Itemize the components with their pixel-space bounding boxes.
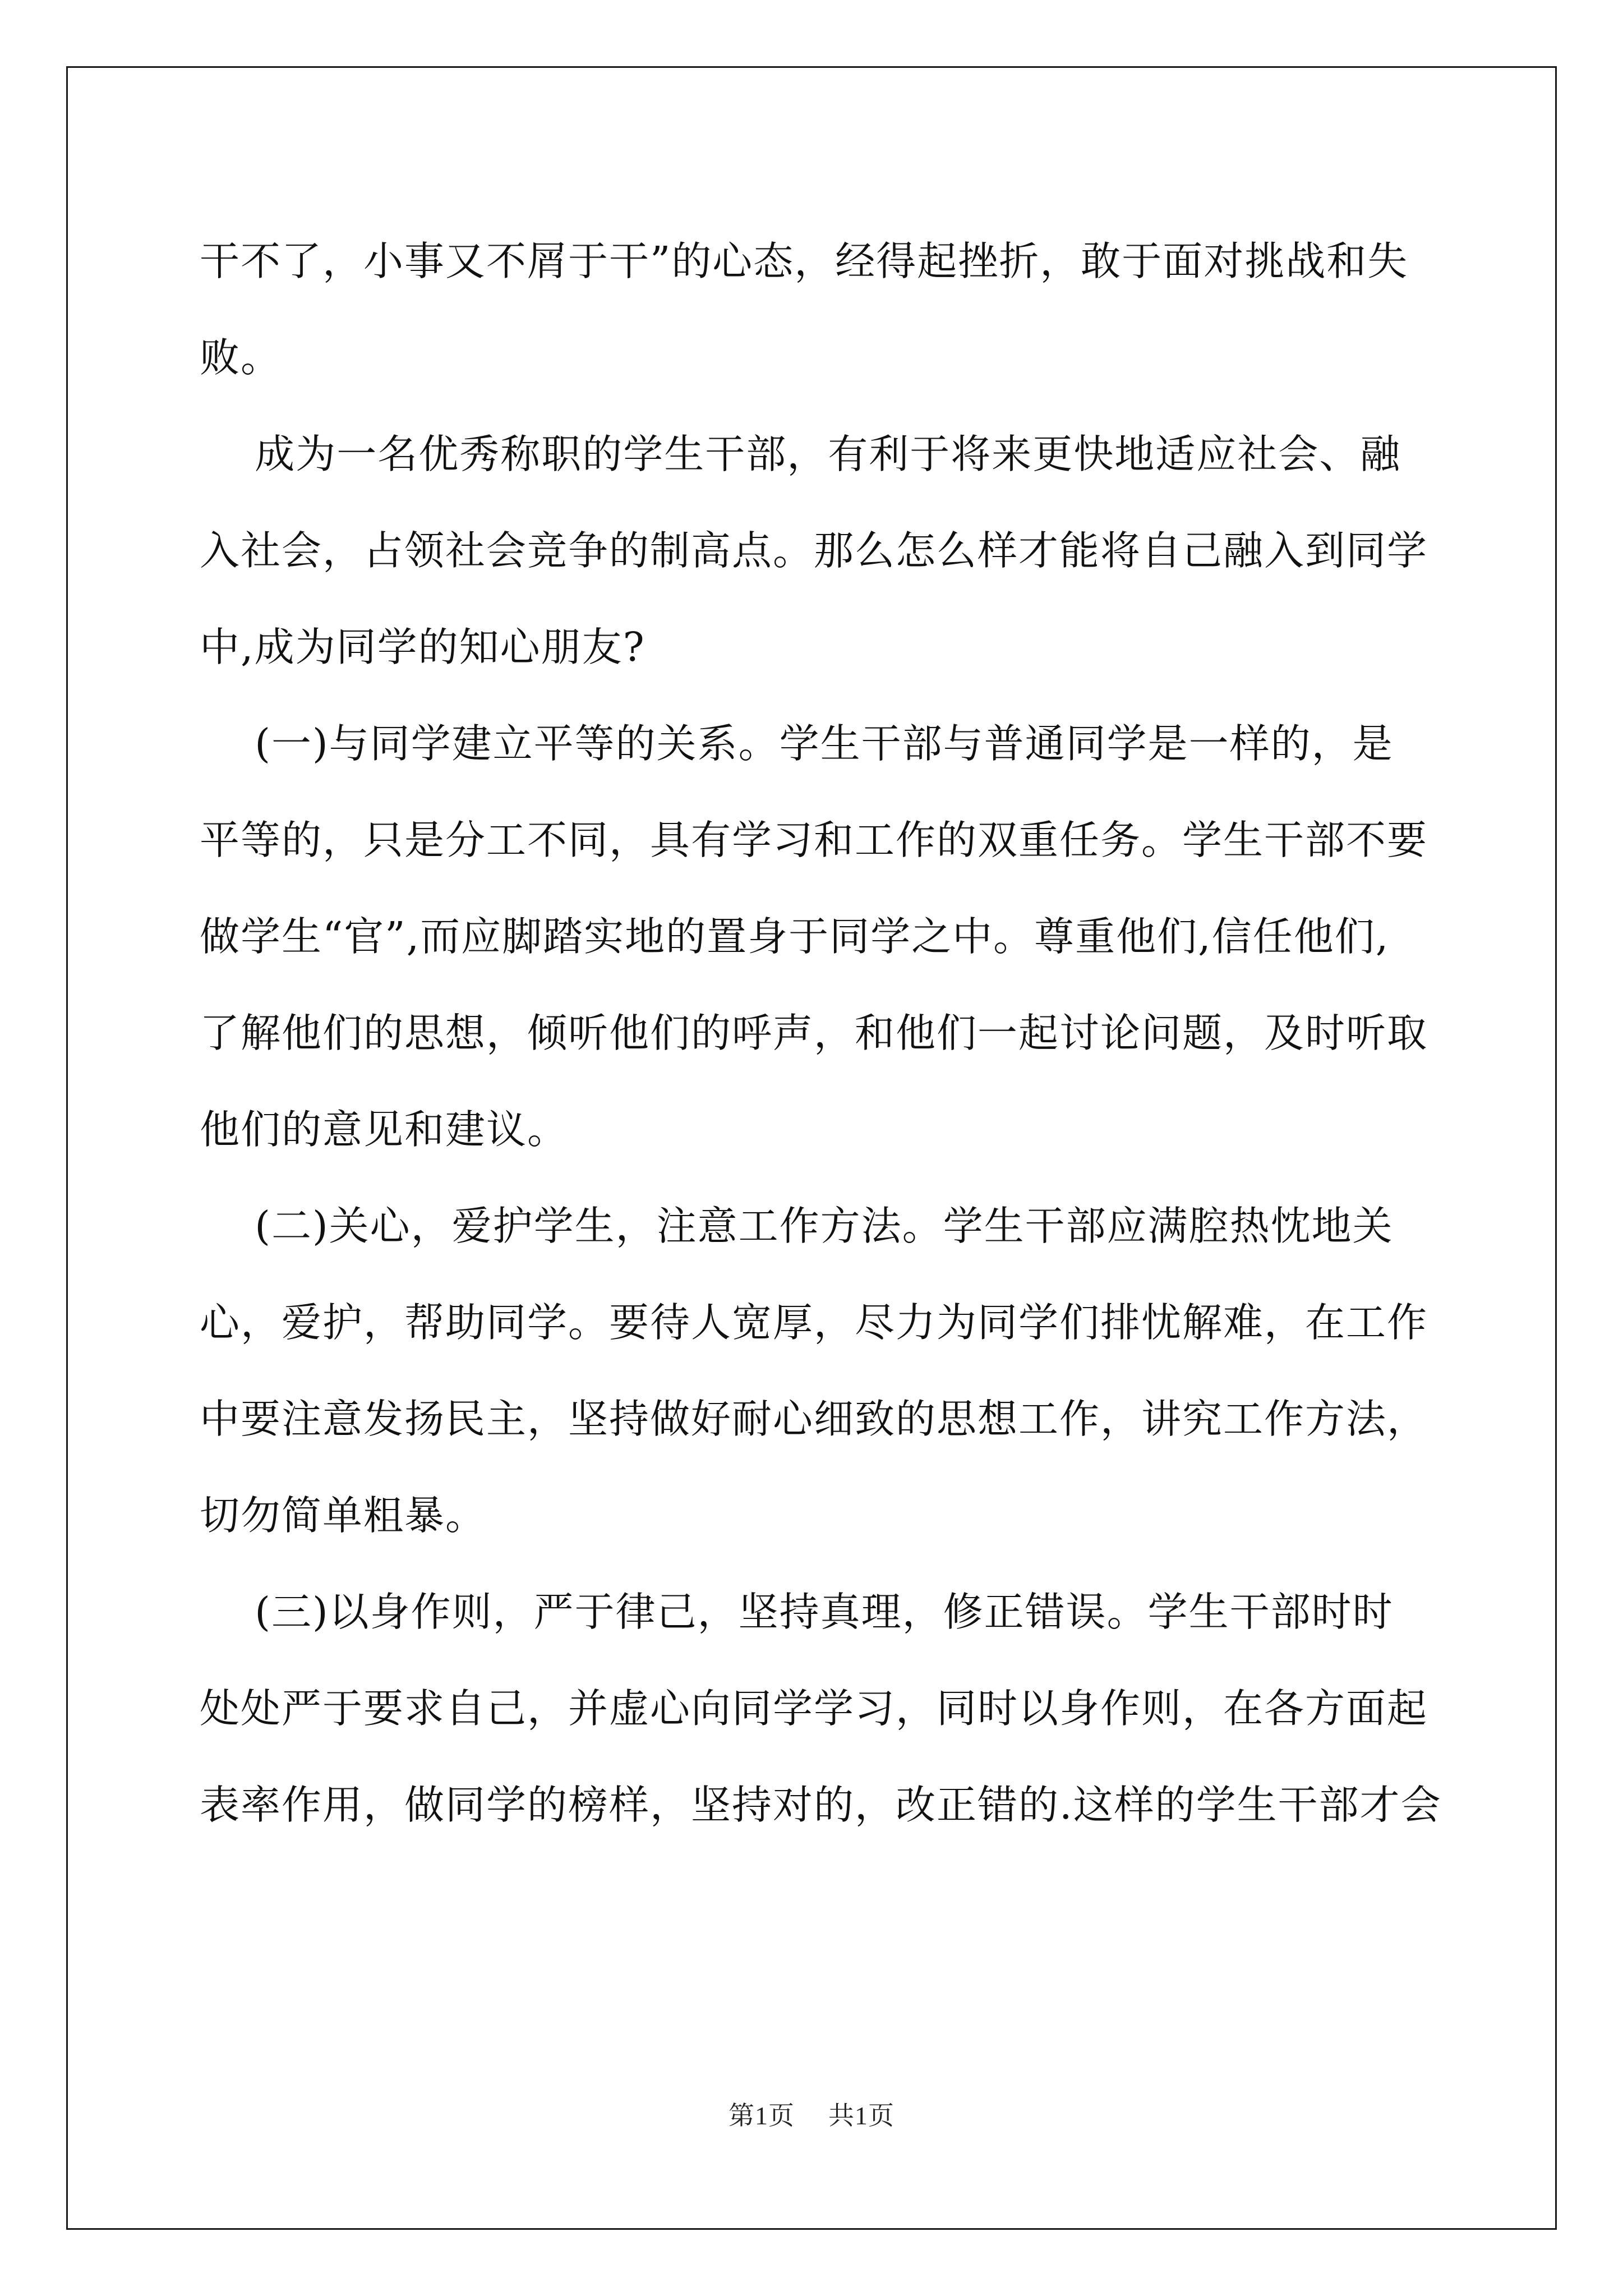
text-line: 平等的，只是分工不同，具有学习和工作的双重任务。学生干部不要 [200, 817, 1428, 863]
text-line: 中要注意发扬民主，坚持做好耐心细致的思想工作，讲究工作方法， [200, 1396, 1428, 1442]
text-line: 了解他们的思想，倾听他们的呼声，和他们一起讨论问题，及时听取 [200, 1010, 1428, 1056]
text-line: (二)关心，爱护学生，注意工作方法。学生干部应满腔热忱地关 [200, 1203, 1394, 1249]
page-count: 共1页 [828, 2101, 895, 2130]
text-line: 入社会，占领社会竞争的制高点。那么怎么样才能将自己融入到同学 [200, 527, 1428, 574]
text-line: 败。 [200, 334, 282, 381]
text-line: 他们的意见和建议。 [200, 1106, 569, 1153]
text-line: 处处严于要求自己，并虚心向同学学习，同时以身作则，在各方面起 [200, 1685, 1428, 1732]
text-line: 切勿简单粗暴。 [200, 1492, 487, 1539]
text-line: 中,成为同学的知心朋友? [200, 624, 645, 670]
text-line: (三)以身作则，严于律己，坚持真理，修正错误。学生干部时时 [200, 1589, 1394, 1635]
text-line: 表率作用，做同学的榜样，坚持对的，改正错的.这样的学生干部才会 [200, 1782, 1442, 1828]
document-text [200, 213, 1442, 1853]
text-line: (一)与同学建立平等的关系。学生干部与普通同学是一样的，是 [200, 720, 1394, 767]
text-line: 成为一名优秀称职的学生干部，有利于将来更快地适应社会、融 [200, 431, 1401, 477]
page-number: 第1页 [728, 2101, 795, 2130]
page-footer [0, 2095, 1623, 2132]
text-line: 做学生“官”,而应脚踏实地的置身于同学之中。尊重他们,信任他们, [200, 913, 1390, 960]
text-line: 心，爱护，帮助同学。要待人宽厚，尽力为同学们排忧解难，在工作 [200, 1299, 1428, 1346]
document-body [200, 213, 1442, 1853]
text-line: 干不了，小事又不屑于干”的心态，经得起挫折，敢于面对挑战和失 [200, 238, 1409, 284]
